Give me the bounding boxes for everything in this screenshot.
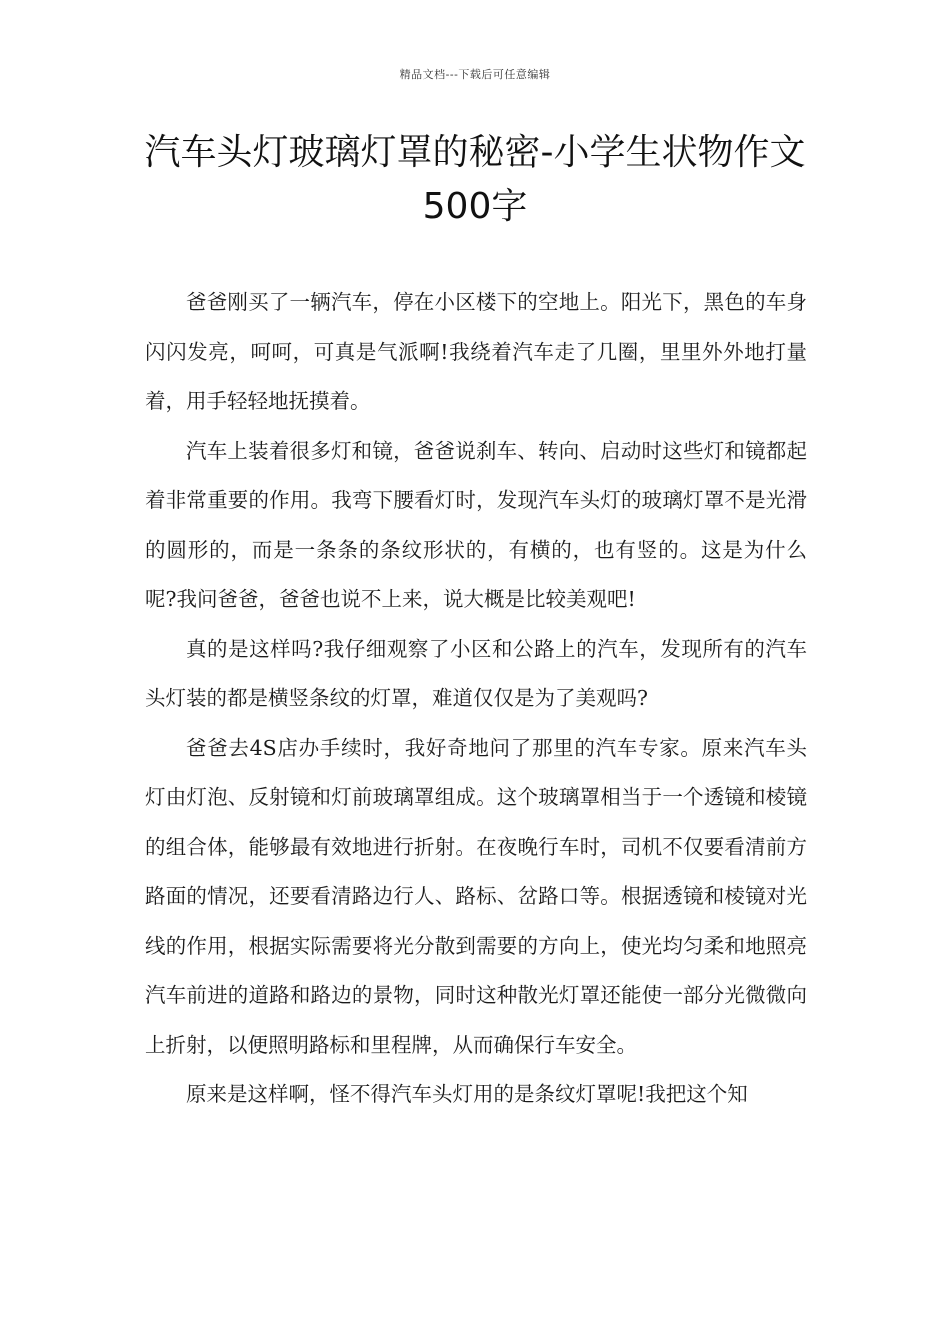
paragraph-2: 汽车上装着很多灯和镜，爸爸说刹车、转向、启动时这些灯和镜都起着非常重要的作用。我弯下腰看灯时，发现汽车头灯的玻璃灯罩不是光滑的圆形的，而是一条条的条纹形状的，有横的，也有竖的。这是为什么呢?我问爸爸，爸爸也说不上来，说大概是比较美观吧! — [145, 438, 807, 611]
document-body — [145, 278, 807, 1120]
paragraph-5: 原来是这样啊，怪不得汽车头灯用的是条纹灯罩呢!我把这个知 — [186, 1082, 748, 1106]
paragraph-3: 真的是这样吗?我仔细观察了小区和公路上的汽车，发现所有的汽车头灯装的都是横竖条纹的灯罩，难道仅仅是为了美观吗? — [145, 636, 807, 710]
paragraph-1: 爸爸刚买了一辆汽车，停在小区楼下的空地上。阳光下，黑色的车身闪闪发亮，呵呵，可真是气派啊!我绕着汽车走了几圈，里里外外地打量着，用手轻轻地抚摸着。 — [145, 290, 807, 413]
paragraph-4: 爸爸去4S店办手续时，我好奇地问了那里的汽车专家。原来汽车头灯由灯泡、反射镜和灯前玻璃罩组成。这个玻璃罩相当于一个透镜和棱镜的组合体，能够最有效地进行折射。在夜晚行车时，司机不仅要看清前方路面的情况，还要看清路边行人、路标、岔路口等。根据透镜和棱镜对光线的作用，根据实际需要将光分散到需要的方向上，使光均匀柔和地照亮汽车前进的道路和路边的景物，同时这种散光灯罩还能使一部分光微微向上折射，以便照明路标和里程牌，从而确保行车安全。 — [145, 735, 807, 1057]
header-note: 精品文档---下载后可任意编辑 — [399, 68, 551, 81]
document-title: 汽车头灯玻璃灯罩的秘密-小学生状物作文500字 — [144, 132, 806, 227]
